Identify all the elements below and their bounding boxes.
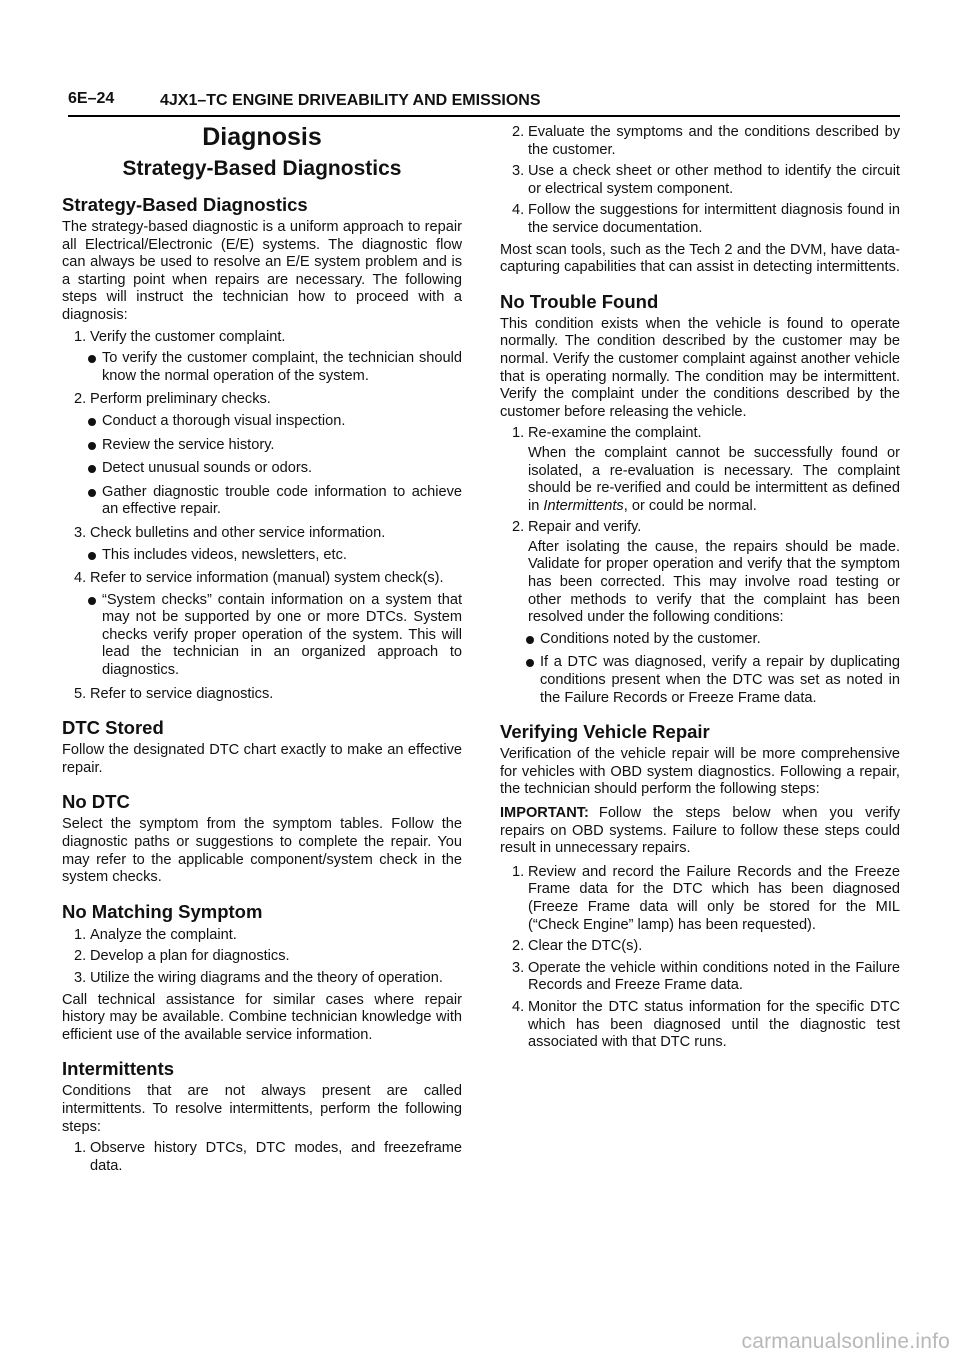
- header-title: 4JX1–TC ENGINE DRIVEABILITY AND EMISSIONS: [160, 92, 541, 109]
- bullet-item: “System checks” contain information on a system that may not be supported by one or more DTCs. System checks verify proper operation of the system. This will lead the technician in an organized approach to diagnostics.: [74, 592, 462, 680]
- list-item: 2. Clear the DTC(s).: [512, 938, 643, 955]
- heading-verifying-repair: Verifying Vehicle Repair: [500, 721, 710, 743]
- list-item: 2. Perform preliminary checks.: [74, 391, 271, 408]
- intermittents-steps-right: [500, 124, 900, 238]
- list-item: 3. Operate the vehicle within conditions noted in the Failure Records and Freeze Frame data.: [512, 959, 900, 994]
- header-rule: [68, 115, 900, 117]
- list-item: 1. Re-examine the complaint. When the complaint cannot be successfully found or isolated, a re-evaluation is necessary. The complaint should be re-verified and could be intermittent as defined in Intermittents, or could be normal.: [512, 425, 900, 514]
- bullet-item: Conduct a thorough visual inspection.: [74, 413, 462, 431]
- bullet-item: If a DTC was diagnosed, verify a repair by duplicating conditions present when the DTC was set as noted in the Failure Records or Freeze Frame data.: [512, 654, 900, 707]
- list-item: 4. Monitor the DTC status information for the specific DTC which has been diagnosed until the diagnostic test associated with that DTC runs.: [512, 998, 900, 1051]
- doc-subtitle: Strategy-Based Diagnostics: [122, 157, 402, 180]
- intermittents-steps-left: [62, 1140, 462, 1175]
- watermark: carmanualsonline.info: [741, 1330, 950, 1353]
- list-item: 2. Evaluate the symptoms and the conditions described by the customer.: [512, 124, 900, 158]
- bullet-item: Gather diagnostic trouble code information to achieve an effective repair.: [74, 484, 462, 519]
- important-label: IMPORTANT:: [500, 805, 589, 821]
- heading-strategy: Strategy-Based Diagnostics: [62, 194, 308, 215]
- list-item: 3. Check bulletins and other service information.: [74, 524, 386, 541]
- list-item: 3. Utilize the wiring diagrams and the theory of operation.: [74, 970, 443, 986]
- verify-intro: Verification of the vehicle repair will be more comprehensive for vehicles with OBD system diagnostics. Following a repair, the technician should perform the following steps:: [500, 746, 900, 798]
- heading-intermittents: Intermittents: [62, 1058, 175, 1080]
- bullet-item: Review the service history.: [74, 437, 462, 455]
- step-detail: When the complaint cannot be successfully found or isolated, a re-evaluation is necessary. The complaint should be re-verified and could be intermittent as defined in Intermittents, or could be normal.: [528, 444, 900, 514]
- intermittents-intro: Conditions that are not always present are called intermittents. To resolve intermittents, perform the following steps:: [62, 1083, 462, 1135]
- important-note: IMPORTANT: Follow the steps below when you verify repairs on OBD systems. Failure to follow these steps could result in unnecessary repairs.: [500, 805, 900, 857]
- heading-no-dtc: No DTC: [62, 791, 130, 813]
- doc-title: Diagnosis: [202, 123, 322, 151]
- no-dtc-body: Select the symptom from the symptom tables. Follow the diagnostic paths or suggestions to complete the repair. You may refer to the applicable component/system check in the system checks.: [62, 816, 462, 886]
- bullet-item: Detect unusual sounds or odors.: [74, 460, 462, 478]
- list-item: 1. Review and record the Failure Records and the Freeze Frame data for the DTC which has been diagnosed (Freeze Frame data will only be stored for the MIL (“Check Engine” lamp) has been requested).: [512, 863, 900, 933]
- bullet-item: To verify the customer complaint, the technician should know the normal operation of the system.: [74, 350, 462, 385]
- strategy-intro: The strategy-based diagnostic is a uniform approach to repair all Electrical/Electronic (E/E) systems. The diagnostic flow can always be used to resolve an E/E system problem and is a starting point when repairs are necessary. The following steps will instruct the technician how to proceed with a diagnosis:: [62, 219, 462, 323]
- verify-steps: [500, 864, 900, 1052]
- step-detail: After isolating the cause, the repairs should be made. Validate for proper operation and verify that the symptom has been corrected. This may involve road testing or other methods to verify that the complaint has been resolved under the following conditions:: [528, 538, 900, 626]
- no-match-steps: [62, 927, 462, 988]
- no-match-after: Call technical assistance for similar cases where repair history may be available. Combine technician knowledge with efficient use of the available service information.: [62, 991, 462, 1043]
- heading-no-trouble-found: No Trouble Found: [500, 290, 659, 312]
- no-trouble-intro: This condition exists when the vehicle is found to operate normally. The condition described by the customer may be normal. Verify the customer complaint against another vehicle that is operating normally. The condition may be intermittent. Verify the complaint under the conditions described by the customer before releasing the vehicle.: [500, 315, 900, 420]
- list-item: 4. Follow the suggestions for intermittent diagnosis found in the service documentation.: [512, 202, 900, 236]
- list-item: 2. Develop a plan for diagnostics.: [74, 948, 290, 965]
- list-item: 5. Refer to service diagnostics.: [74, 685, 274, 702]
- list-item: 1. Observe history DTCs, DTC modes, and freezeframe data.: [74, 1140, 462, 1174]
- page-number: 6E–24: [68, 90, 115, 107]
- list-item: 1. Verify the customer complaint.: [74, 328, 286, 345]
- list-item: 2. Repair and verify. After isolating the cause, the repairs should be made. Validate for proper operation and verify that the symptom has been corrected. This may involve road testing or other methods to verify that the complaint has been resolved under the following conditions:: [512, 519, 900, 626]
- dtc-stored-body: Follow the designated DTC chart exactly to make an effective repair.: [62, 742, 462, 776]
- heading-dtc-stored: DTC Stored: [62, 717, 164, 739]
- strategy-steps: [62, 329, 462, 704]
- intermittents-after: Most scan tools, such as the Tech 2 and the DVM, have data-capturing capabilities that can assist in detecting intermittents.: [500, 241, 900, 276]
- list-item: 3. Use a check sheet or other method to identify the circuit or electrical system component.: [512, 163, 900, 197]
- no-trouble-steps: [500, 425, 900, 707]
- list-item: 4. Refer to service information (manual) system check(s).: [74, 570, 444, 587]
- heading-no-matching-symptom: No Matching Symptom: [62, 900, 263, 922]
- right-column: [500, 124, 900, 1056]
- list-item: 1. Analyze the complaint.: [74, 926, 237, 943]
- bullet-item: This includes videos, newsletters, etc.: [74, 547, 462, 565]
- left-column: [62, 122, 462, 1179]
- bullet-item: Conditions noted by the customer.: [512, 631, 900, 649]
